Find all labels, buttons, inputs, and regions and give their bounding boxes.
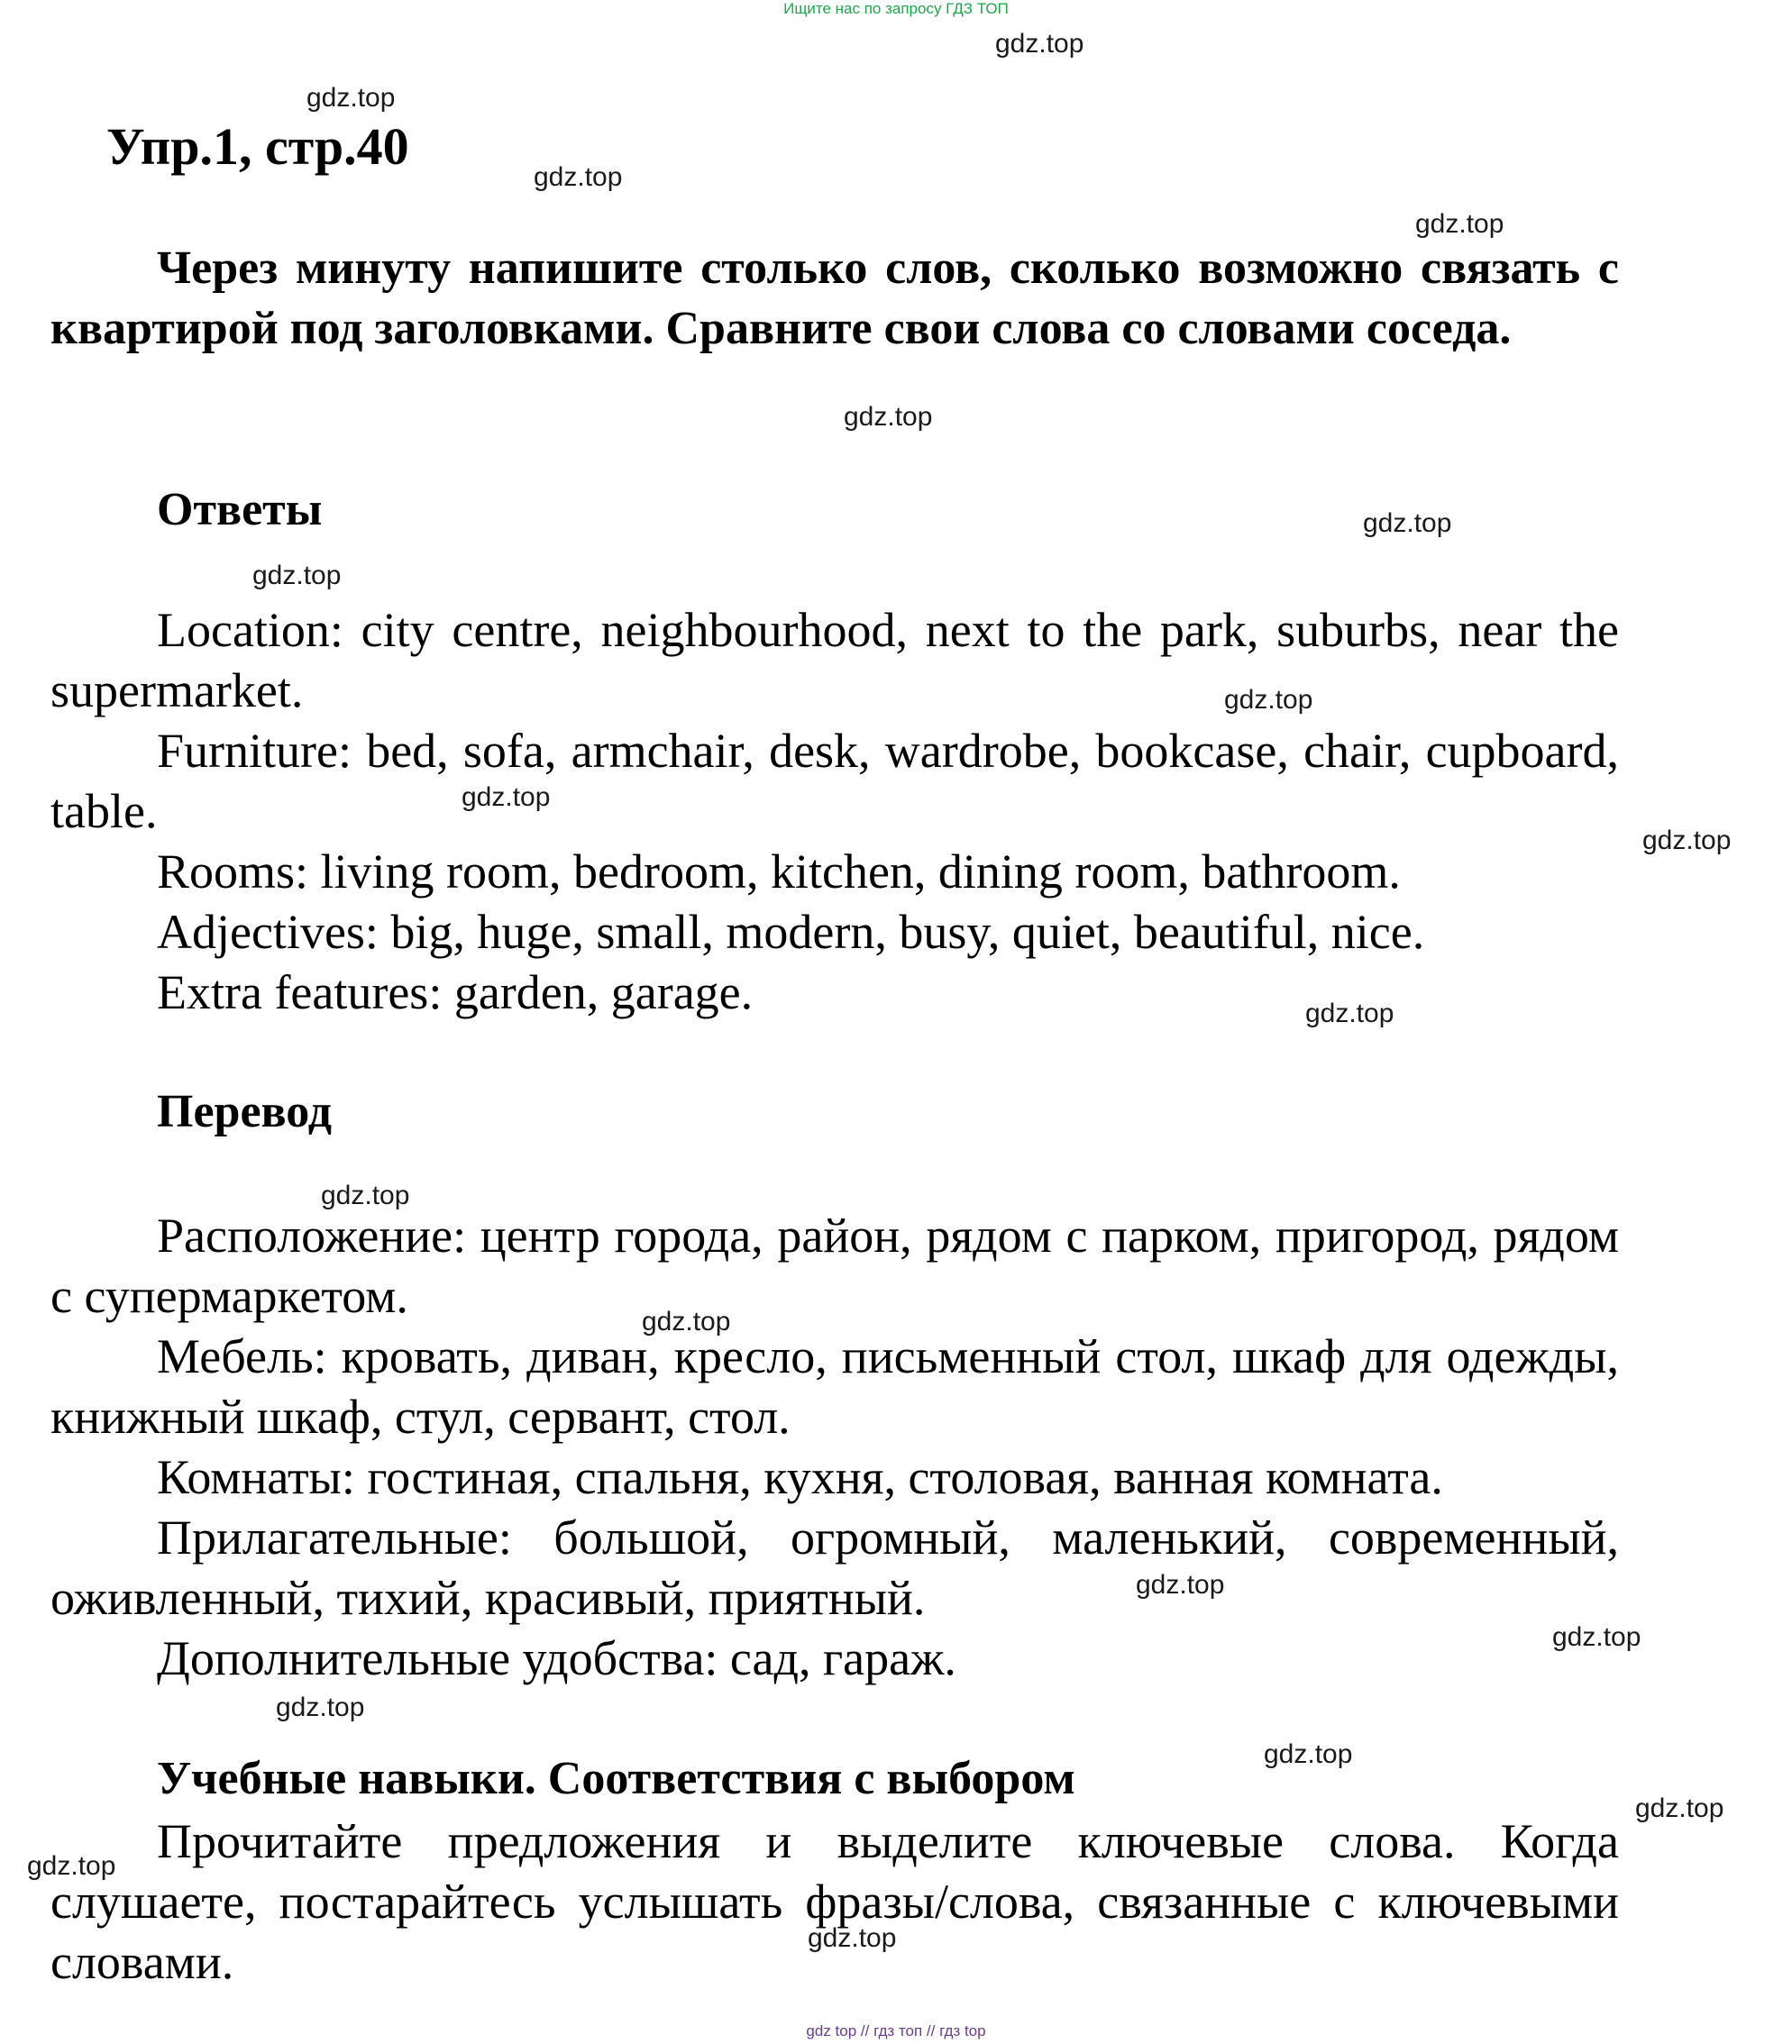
translation-furniture: Мебель: кровать, диван, кресло, письменный стол, шкаф для одежды, книжный шкаф, стул, сервант, стол. (50, 1329, 1619, 1444)
watermark: gdz.top (534, 162, 623, 192)
answers-list (50, 600, 1619, 1023)
watermark: gdz.top (306, 83, 396, 113)
skills-text: Прочитайте предложения и выделите ключевые слова. Когда слушаете, постарайтесь услышать фразы/слова, связанные с ключевыми словами. (50, 1814, 1619, 1989)
watermark: gdz.top (1363, 508, 1452, 538)
watermark: gdz.top (808, 1923, 897, 1953)
watermark: gdz.top (642, 1307, 731, 1337)
translation-rooms: Комнаты: гостиная, спальня, кухня, столовая, ванная комната. (157, 1450, 1443, 1504)
watermark: gdz.top (844, 402, 933, 432)
watermark: gdz.top (1224, 685, 1313, 715)
answer-rooms: Rooms: living room, bedroom, kitchen, dining room, bathroom. (157, 844, 1401, 899)
watermark: gdz.top (1305, 999, 1394, 1028)
watermark: gdz.top (1415, 209, 1504, 239)
answer-location: Location: city centre, neighbourhood, next to the park, suburbs, near the supermarket. (50, 603, 1619, 717)
answer-furniture: Furniture: bed, sofa, armchair, desk, wardrobe, bookcase, chair, cupboard, table. (50, 724, 1619, 838)
watermark: gdz.top (1264, 1739, 1353, 1769)
answer-adjectives: Adjectives: big, huge, small, modern, busy, quiet, beautiful, nice. (157, 905, 1425, 959)
translation-location: Расположение: центр города, район, рядом с парком, пригород, рядом с супермаркетом. (50, 1209, 1619, 1323)
watermark: gdz.top (27, 1851, 116, 1881)
translation-extra-features: Дополнительные удобства: сад, гараж. (157, 1631, 956, 1685)
watermark: gdz.top (276, 1693, 365, 1722)
watermark: gdz.top (1642, 826, 1732, 855)
task-text: Через минуту напишите столько слов, сколько возможно связать с квартирой под заголовками. Сравните свои слова со словами соседа. (50, 242, 1619, 354)
skills-block (50, 1811, 1619, 1993)
watermark: gdz.top (321, 1181, 410, 1210)
watermark: gdz.top (1552, 1622, 1641, 1652)
answers-heading: Ответы (157, 484, 323, 535)
watermark: gdz.top (462, 782, 551, 812)
watermark: gdz.top (1136, 1570, 1225, 1600)
skills-heading: Учебные навыки. Соответствия с выбором (157, 1753, 1075, 1804)
exercise-title: Упр.1, стр.40 (106, 117, 409, 176)
top-banner[interactable]: Ищите нас по запросу ГДЗ ТОП (783, 0, 1009, 17)
footer[interactable]: gdz top // гдз топ // гдз top (806, 2022, 986, 2039)
watermark: gdz.top (1635, 1793, 1724, 1823)
translation-heading: Перевод (157, 1086, 333, 1137)
answer-extra-features: Extra features: garden, garage. (157, 965, 754, 1019)
watermark: gdz.top (252, 561, 342, 590)
translation-adjectives: Прилагательные: большой, огромный, маленький, современный, оживленный, тихий, красивый, приятный. (50, 1510, 1619, 1625)
translation-list (50, 1206, 1619, 1689)
watermark: gdz.top (995, 29, 1084, 59)
